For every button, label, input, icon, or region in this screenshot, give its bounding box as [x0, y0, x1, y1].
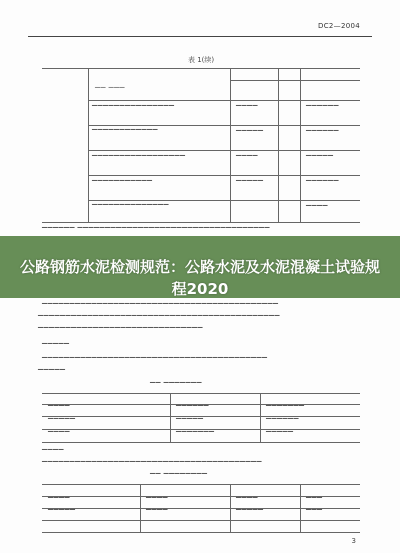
- document-page: DC2—2004 表 1(续) ▔▔ ▔▔▔ ▔▔▔▔▔▔▔▔▔▔▔▔▔▔▔ ▔▔▔▔▔▔▔▔▔▔▔▔ ▔▔▔▔▔▔▔▔▔▔▔▔▔▔▔▔▔ ▔▔▔▔▔▔▔▔▔▔▔ ▔▔▔▔▔▔▔▔▔▔▔▔▔▔ ▔▔▔▔ ▔▔▔▔▔ ▔▔▔▔ ▔▔▔▔▔ ▔▔▔▔▔▔ ▔▔▔▔▔▔ ▔▔▔▔▔ ▔▔▔▔▔▔ ▔▔▔▔ ▔▔▔▔▔▔ ▔▔▔▔▔▔▔▔▔▔▔▔▔▔▔▔▔▔▔▔▔▔▔▔▔▔▔▔▔▔▔▔▔▔▔ ▔▔▔▔▔▔▔▔▔▔▔▔▔▔▔▔▔▔▔▔▔▔▔▔▔▔▔▔▔▔▔▔▔▔▔▔▔▔▔▔▔▔▔ ▔▔▔▔▔▔▔▔▔▔▔▔▔▔▔▔▔▔▔▔▔▔▔▔▔▔▔▔▔▔▔▔▔▔▔▔▔▔▔▔▔▔▔▔ ▔▔▔▔▔▔▔▔▔▔▔▔▔▔▔▔▔▔▔▔▔▔▔▔▔▔▔▔▔▔ ▔▔▔▔▔ ▔▔▔▔▔▔▔▔▔▔▔▔▔▔▔▔▔▔▔▔▔▔▔▔▔▔▔▔▔▔▔▔▔▔▔▔▔▔▔▔▔ ▔▔▔▔▔ ▔▔ ▔▔▔▔▔▔▔ ▔▔▔▔ ▔▔▔▔▔▔ ▔▔▔▔▔▔▔ ▔▔▔▔▔ ▔▔▔▔▔ ▔▔▔▔▔▔ ▔▔▔▔ ▔▔▔▔▔▔▔ ▔▔▔▔▔ ▔▔▔▔ ▔▔▔▔▔▔▔▔▔▔▔▔▔▔▔▔▔▔▔▔▔▔▔▔▔▔▔▔▔▔▔▔▔▔▔▔▔▔▔▔ ▔▔ ▔▔▔▔▔▔▔▔ ▔▔▔▔ ▔▔▔▔ ▔▔▔▔ ▔▔▔ ▔▔▔▔▔ ▔▔▔▔ ▔▔▔▔▔ ▔▔▔ 3: [0, 0, 400, 553]
- document-code: DC2—2004: [318, 22, 360, 30]
- header-rule: [28, 36, 372, 37]
- banner-title: 公路钢筋水泥检测规范：公路水泥及水泥混凝土试验规程2020: [19, 258, 380, 298]
- table-caption: 表 1(续): [188, 56, 215, 64]
- page-number: 3: [351, 537, 356, 545]
